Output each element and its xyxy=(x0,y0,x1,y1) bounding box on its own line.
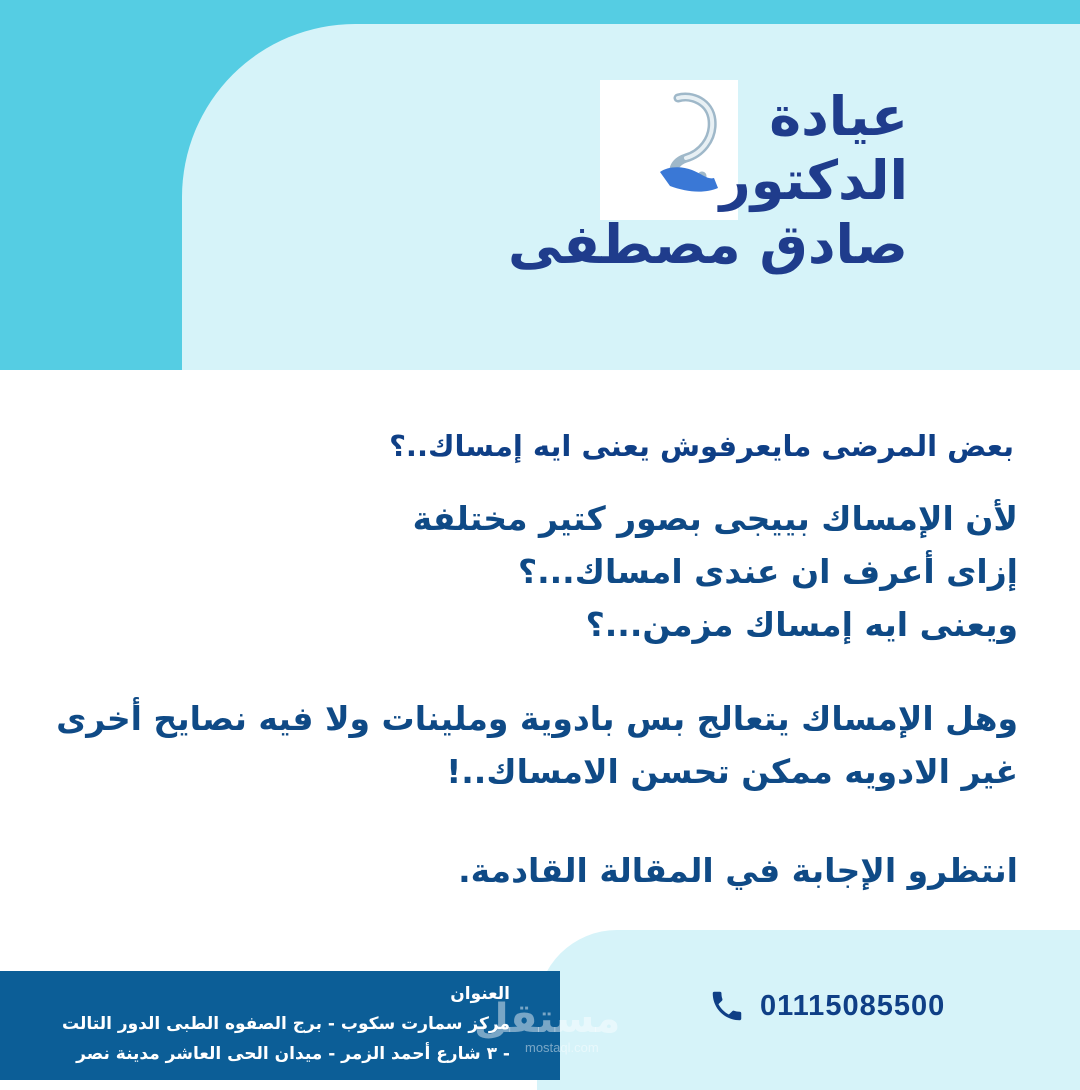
header-band xyxy=(0,0,1080,370)
body-line-5: غير الادويه ممكن تحسن الامساك..! xyxy=(446,752,1018,791)
clinic-title-line1: عيادة xyxy=(769,85,908,148)
body-line-2: إزاى أعرف ان عندى امساك...؟ xyxy=(517,552,1018,591)
body-line-3: ويعنى ايه إمساك مزمن...؟ xyxy=(585,605,1018,644)
address-line-1: مركز سمارت سكوب - برج الصفوه الطبى الدور التالت xyxy=(62,1014,510,1034)
headline: بعض المرضى مايعرفوش يعنى ايه إمساك..؟ xyxy=(389,429,1014,463)
watermark-logo: مستقل xyxy=(474,996,621,1042)
clinic-title-line3: صادق مصطفى xyxy=(508,213,908,276)
phone-number[interactable]: 01115085500 xyxy=(760,989,946,1022)
address-line-2: - ٣ شارع أحمد الزمر - ميدان الحى العاشر مدينة نصر xyxy=(76,1044,510,1064)
address-label: العنوان xyxy=(450,984,510,1004)
body-line-6: انتظرو الإجابة في المقالة القادمة. xyxy=(458,851,1018,890)
body-line-1: لأن الإمساك بييجى بصور كتير مختلفة xyxy=(412,499,1018,538)
watermark-url: mostaql.com xyxy=(525,1040,599,1055)
phone-contact[interactable] xyxy=(708,982,945,1030)
clinic-title-line2: الدكتور xyxy=(719,149,908,212)
phone-icon xyxy=(708,987,746,1025)
body-line-4: وهل الإمساك يتعالج بس بادوية وملينات ولا فيه نصايح أخرى xyxy=(56,699,1018,738)
